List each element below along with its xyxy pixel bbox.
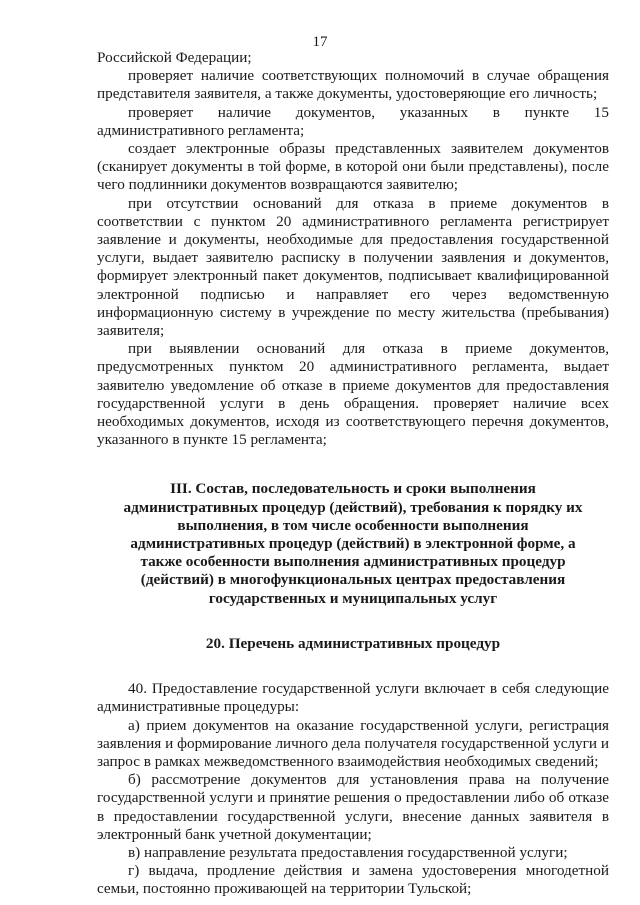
- bottom-paragraphs: [97, 680, 609, 898]
- paragraph: г) выдача, продление действия и замена удостоверения многодетной семьи, постоянно проживающей на территории Тульской;: [97, 862, 609, 898]
- paragraph: при выявлении оснований для отказа в приеме документов, предусмотренных пунктом 20 административного регламента, выдает заявителю уведомление об отказе в приеме документов для предоставления государственной услуги в день обращения. проверяет наличие всех необходимых документов, исходя из соответствующего перечня документов, указанного в пункте 15 регламента;: [97, 340, 609, 449]
- paragraph: при отсутствии оснований для отказа в приеме документов в соответствии с пунктом 20 административного регламента регистрирует заявление и документы, необходимые для предоставления государственной услуги, выдает заявителю расписку в получении заявления и документов, формирует электронный пакет документов, подписывает квалифицированной электронной подписью и направляет его через ведомственную информационную систему в учреждение по месту жительства (пребывания) заявителя;: [97, 194, 609, 340]
- paragraph: а) прием документов на оказание государственной услуги, регистрация заявления и формирование личного дела получателя государственной услуги и запрос в рамках межведомственного взаимодействия необходимых сведений;: [97, 716, 609, 770]
- sub-heading: 20. Перечень административных процедур: [205, 634, 501, 652]
- paragraph: 40. Предоставление государственной услуги включает в себя следующие административные процедуры:: [97, 680, 609, 716]
- paragraph: проверяет наличие соответствующих полномочий в случае обращения представителя заявителя, а также документы, удостоверяющие его личность;: [97, 67, 609, 103]
- paragraph: проверяет наличие документов, указанных в пункте 15 административного регламента;: [97, 103, 609, 139]
- page-content: [97, 49, 609, 899]
- paragraph: в) направление результата предоставления государственной услуги;: [128, 843, 568, 861]
- paragraph: создает электронные образы представленных заявителем документов (сканирует документы в той форме, в которой они были представлены), после чего подлинники документов возвращаются заявителю;: [97, 140, 609, 194]
- top-paragraphs: [97, 49, 609, 449]
- spacer: [97, 653, 609, 680]
- page-number: 17: [312, 34, 328, 50]
- paragraph: б) рассмотрение документов для установления права на получение государственной услуги и принятие решения о предоставлении либо об отказе в предоставлении государственной услуги, внесение данных заявителя в электронный банк учетной документации;: [97, 771, 609, 843]
- section-heading: III. Состав, последовательность и сроки выполнения административных процедур (действий), требования к порядку их выполнения, в том числе особенности выполнения административных процедур (действий) в электронной форме, а также особенности выполнения административных процедур (действий) в многофункциональных центрах предоставления государственных и муниципальных услуг: [123, 480, 583, 607]
- paragraph: Российской Федерации;: [97, 49, 252, 66]
